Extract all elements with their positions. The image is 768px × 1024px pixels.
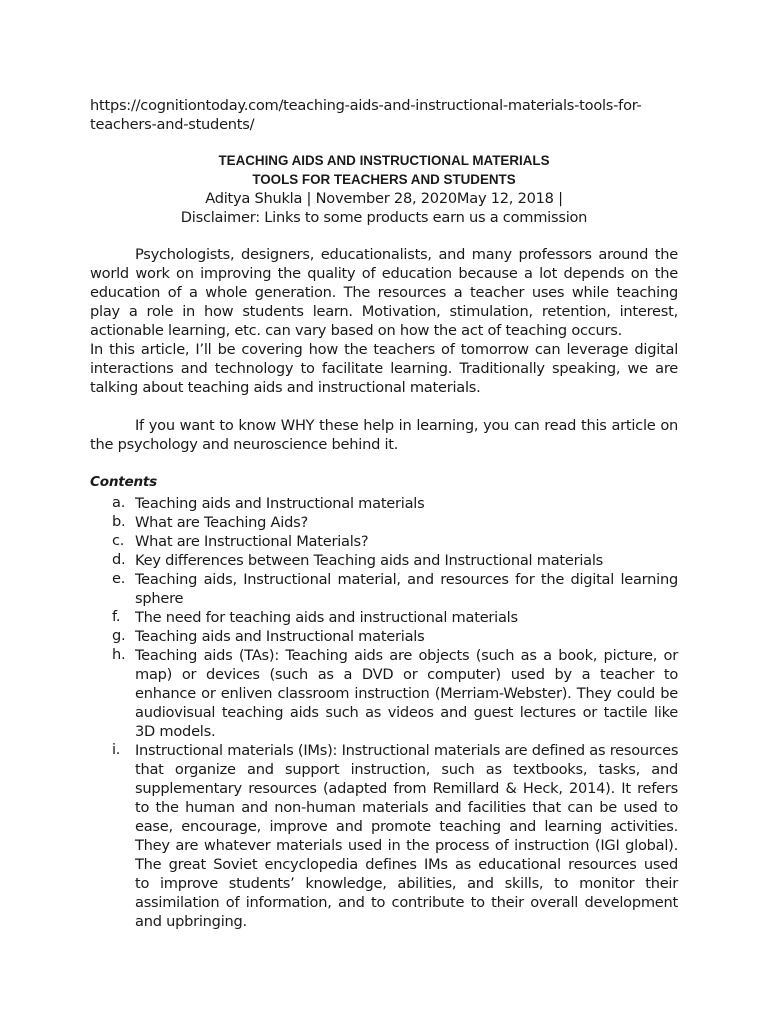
paragraph-line: play a role in how students learn. Motivation, stimulation, retention, interest,	[90, 303, 678, 320]
list-item-text: Key differences between Teaching aids and Instructional materials	[135, 552, 604, 569]
list-item-text: Teaching aids (TAs): Teaching aids are objects (such as a book, picture, or	[135, 647, 678, 664]
list-marker: e.	[112, 570, 126, 587]
list-item-text: Teaching aids and Instructional materials	[135, 628, 425, 645]
list-marker: i.	[112, 741, 121, 758]
list-item-text: The great Soviet encyclopedia defines IMs as educational resources used	[135, 856, 678, 873]
paragraph-line: If you want to know WHY these help in learning, you can read this article on	[135, 417, 678, 434]
list-item	[90, 551, 678, 570]
list-item-text: assimilation of information, and to contribute to their overall development	[135, 894, 678, 911]
paragraph-line: the psychology and neuroscience behind it.	[90, 436, 399, 453]
contents-heading: Contents	[90, 474, 157, 490]
list-item	[90, 646, 678, 741]
byline: Aditya Shukla | November 28, 2020May 12, 2018 |	[205, 190, 563, 207]
list-marker: b.	[112, 513, 126, 530]
list-item-text: to the human and non-human materials and facilities that can be used to	[135, 799, 678, 816]
list-item-text: supplementary resources (adapted from Remillard & Heck, 2014). It refers	[135, 780, 678, 797]
disclaimer: Disclaimer: Links to some products earn us a commission	[180, 209, 588, 226]
document-title: TEACHING AIDS AND INSTRUCTIONAL MATERIALS	[218, 153, 550, 168]
list-marker: f.	[112, 608, 121, 625]
paragraph-line: Psychologists, designers, educationalists, and many professors around the	[135, 246, 678, 263]
paragraph-line: education of a whole generation. The resources a teacher uses while teaching	[90, 284, 678, 301]
url-line: https://cognitiontoday.com/teaching-aids-and-instructional-materials-tools-for-	[90, 97, 642, 114]
list-item	[90, 532, 678, 551]
list-item-text: sphere	[135, 590, 184, 607]
list-marker: d.	[112, 551, 126, 568]
list-item-text: The need for teaching aids and instructional materials	[135, 609, 518, 626]
list-item-text: and upbringing.	[135, 913, 247, 930]
url-line: teachers-and-students/	[90, 116, 255, 133]
paragraph-line: talking about teaching aids and instructional materials.	[90, 379, 481, 396]
list-item-text: Teaching aids and Instructional materials	[135, 495, 425, 512]
list-item	[90, 741, 678, 931]
source-url	[90, 96, 690, 134]
list-item	[90, 608, 678, 627]
document-subtitle: TOOLS FOR TEACHERS AND STUDENTS	[252, 172, 516, 187]
list-marker: c.	[112, 532, 125, 549]
list-item	[90, 570, 678, 608]
list-item-text: What are Teaching Aids?	[135, 514, 308, 531]
paragraph-line: world work on improving the quality of education because a lot depends on the	[90, 265, 678, 282]
why-paragraph	[90, 416, 678, 454]
paragraph-line: interactions and technology to facilitate learning. Traditionally speaking, we are	[90, 360, 678, 377]
paragraph-line: In this article, I’ll be covering how the teachers of tomorrow can leverage digital	[90, 341, 678, 358]
list-item-text: They are whatever materials used in the process of instruction (IGI global).	[135, 837, 678, 854]
list-item-text: to improve students’ knowledge, abilities, and skills, to monitor their	[135, 875, 678, 892]
list-item	[90, 513, 678, 532]
list-item-text: that organize and support instruction, such as textbooks, tasks, and	[135, 761, 678, 778]
list-item-text: enhance or enliven classroom instruction (Merriam-Webster). They could be	[135, 685, 678, 702]
intro-paragraph	[90, 245, 678, 397]
list-item-text: ease, encourage, improve and promote teaching and learning activities.	[135, 818, 678, 835]
list-marker: h.	[112, 646, 126, 663]
list-marker: g.	[112, 627, 126, 644]
paragraph-line: actionable learning, etc. can vary based on how the act of teaching occurs.	[90, 322, 623, 339]
contents-list	[90, 494, 678, 931]
list-item-text: Instructional materials (IMs): Instructional materials are defined as resources	[135, 742, 679, 759]
list-item-text: audiovisual teaching aids such as videos and guest lectures or tactile like	[135, 704, 678, 721]
list-marker: a.	[112, 494, 126, 511]
list-item	[90, 494, 678, 513]
list-item-text: What are Instructional Materials?	[135, 533, 369, 550]
list-item-text: map) or devices (such as a DVD or computer) used by a teacher to	[135, 666, 678, 683]
list-item	[90, 627, 678, 646]
list-item-text: 3D models.	[135, 723, 216, 740]
list-item-text: Teaching aids, Instructional material, and resources for the digital learning	[135, 571, 678, 588]
